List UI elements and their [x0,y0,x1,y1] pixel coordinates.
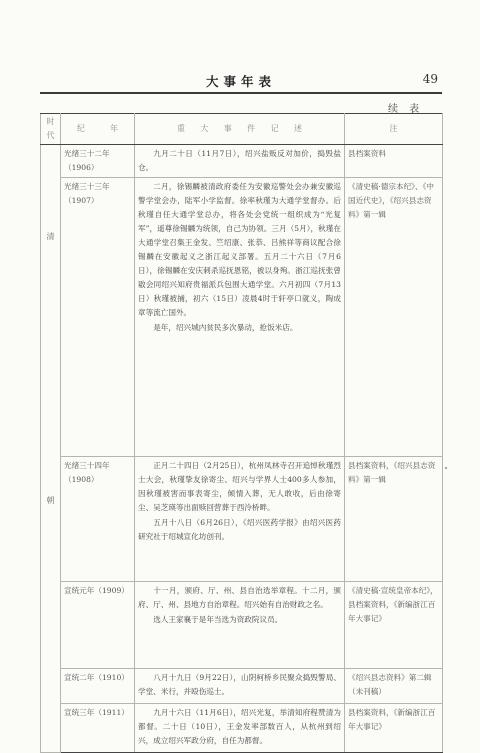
table-row [41,669,443,704]
page-title: 大事年表 [205,74,276,89]
event-paragraph: 十一月，颁府、厅、州、县自治选举章程。十二月，颁府、厅、州、县地方自治章程。绍兴始有自治财政之名。 [138,586,341,609]
dynasty-char-qing: 清 [46,231,55,241]
event-cell [135,145,345,178]
event-cell [135,178,345,457]
event-paragraph: 二月，徐锡麟被清政府委任为安徽巡警处会办兼安徽巡警学堂会办，陆军小学监督。徐率秋瑾为大通学堂督办。后秋瑾自任大通学堂总办，将各处会党统一组织成为“光复军”，遥尊徐锡麟为统领，自己为协领。三月（5月），秋瑾在大通学堂召集王金发、竺绍康、张恭、吕熊祥等商议配合徐锡麟在安徽起义之浙江起义部署。五月二十六日（7月6日），徐锡麟在安庆刺杀巡抚恩铭，被以身殉。浙江巡抚张曾敭会同绍兴知府贵福派兵包围大通学堂。六月初四（7月13日）秋瑾被捕，初六（15日）凌晨4时于轩亭口就义，陶成章等流亡国外。 [138,182,341,317]
year-cell: 宣统三年（1911） [61,704,135,753]
table-row [41,145,443,178]
year-cell: 光绪三十三年（1907） [61,178,135,457]
year-cell: 光绪三十二年（1906） [61,145,135,178]
header-era: 时代 [41,114,61,145]
note-cell: 县档案资料，《绍兴县志资料》第一辑 [345,457,443,582]
event-paragraph: 九月十六日（11月6日），绍兴光复，举清知府程赞清为都督。二十日（10日），王金发率部数百人，从杭州到绍兴，成立绍兴军政分府，自任为都督。 [138,708,341,745]
event-cell [135,704,345,753]
dynasty-char-chao: 朝 [46,495,55,505]
header-note: 注 [345,114,443,145]
note-cell: 县档案资料，《新编浙江百年大事记》 [345,704,443,753]
event-paragraph: 九月二十日（11月7日），绍兴盐贩反对加价，捣毁盐仓。 [138,149,341,172]
note-cell: 《绍兴县志资料》第二辑（未刊稿） [345,669,443,704]
table-row [41,457,443,582]
table-row [41,582,443,669]
event-paragraph: 五月十八日（6月26日），《绍兴医药学报》由绍兴医药研究社于绍城宣化坊创刊。 [138,518,341,541]
header-year: 纪 年 [61,114,135,145]
note-cell: 《清史稿·德宗本纪》、《中国近代史》，《绍兴县志资料》第一辑 [345,178,443,457]
note-cell: 县档案资料 [345,145,443,178]
chronicle-table [40,113,443,753]
event-cell [135,669,345,704]
event-paragraph: 是年，绍兴城内贫民多次暴动，抢饭米店。 [153,323,298,332]
scan-dot [445,467,447,469]
year-cell: 宣统二年（1910） [61,669,135,704]
running-head [40,70,442,94]
note-cell: 《清史稿·宣统皇帝本纪》，县档案资料，《新编浙江百年大事记》 [345,582,443,669]
table-header-row [41,114,443,145]
event-cell [135,457,345,582]
dynasty-cell [41,145,61,753]
table-row [41,178,443,457]
page-number: 49 [422,72,438,86]
event-paragraph: 正月二十四日（2月25日），杭州凤林寺召开追悼秋瑾烈士大会，秋瑾挚友徐寄尘、绍兴与学界人士400多人参加，因秋瑾被害而事表寄尘，倾情入葬，无人敢收，后由徐寄尘、吴芝瑛等出面赎回营葬于西泠桥畔。 [138,461,341,512]
table-row [41,704,443,753]
event-paragraph: 八月十九日（9月22日），山阴柯桥乡民聚众捣毁警局、学堂、米行，并殴伤巡士。 [138,673,341,696]
year-cell: 光绪三十四年（1908） [61,457,135,582]
year-cell: 宣统元年（1909） [61,582,135,669]
event-paragraph: 选人王家襄于是年当选为资政院议员。 [153,615,283,624]
header-event: 重 大 事 件 记 述 [135,114,345,145]
continued-label: 续 表 [388,104,424,115]
event-cell [135,582,345,669]
